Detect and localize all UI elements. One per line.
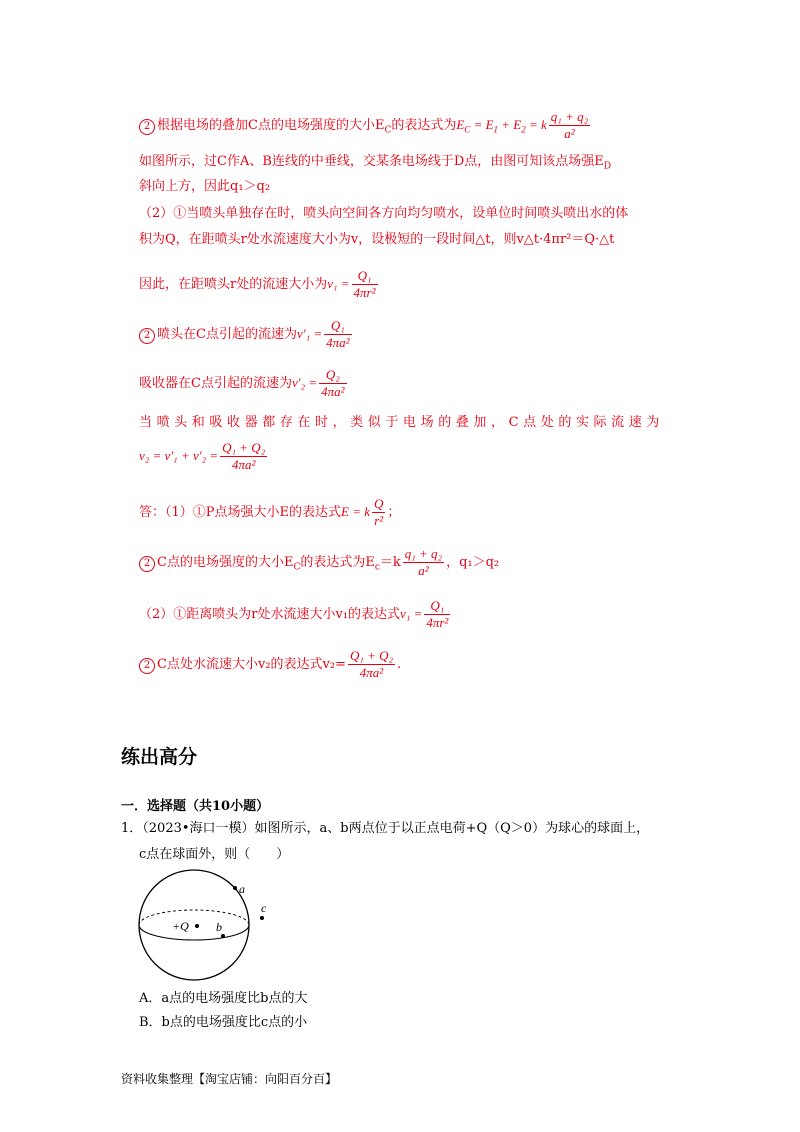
fraction: $\frac{\text{Q₂}}{\text{4πa²}}$ [321, 367, 345, 399]
option-a: A．a点的电场强度比b点的大 [139, 991, 308, 1006]
label-b: b [216, 920, 222, 934]
fraction: $\frac{\text{q₁ + q₂}}{\text{a²}}$ [404, 546, 443, 578]
solution-line-1: 2 根据电场的叠加C点的电场强度的大小$E_C$的表达式为$E_C = E_1 + E_2 = k$ $\frac{\text{q₁ + q₂}}{\text{a²}}$ [139, 109, 592, 142]
option-b: B．b点的电场强度比c点的小 [139, 1015, 308, 1030]
solution-line-8: 吸收器在C点引起的流速为v′₂ = $\frac{\text{Q₂}}{\text{4πa²}}$ [139, 367, 345, 399]
circled-number: 2 [139, 556, 155, 572]
sub-title: 一．选择题（共10小题） [121, 799, 270, 814]
solution-line-5: 积为Q，在距喷头r处水流速度大小为v，设极短的一段时间△t，则v△t·4πr²＝Q·△t [139, 232, 615, 247]
circled-number: 2 [139, 119, 155, 135]
section-title: 练出高分 [121, 746, 198, 768]
solution-line-2: 如图所示，过C作A、B连线的中垂线，交某条电场线于D点，由图可知该点场强$E_D$ [139, 154, 612, 172]
fraction: $\frac{\text{Q₁}}{\text{4πa²}}$ [326, 318, 350, 350]
fraction: $\frac{Q}{\text{r²}}$ [374, 496, 384, 528]
question-1-stem: 1．（2023•海口一模）如图所示，a、b两点位于以正点电荷+Q（Q＞0）为球心的球面上， [121, 821, 650, 836]
fraction: $\frac{\text{Q₁ + Q₂}}{\text{4πa²}}$ [222, 440, 266, 472]
answer-line-4: 2 C点处水流速大小v₂的表达式v₂= $\frac{\text{Q₁ + Q₂}}{\text{4πa²}}$ . [139, 648, 401, 681]
solution-line-6: 因此，在距喷头r处的流速大小为v₁ = $\frac{\text{Q₁}}{\text{4πr²}}$ [139, 268, 376, 300]
footer: 资料收集整理【淘宝店铺：向阳百分百】 [121, 1072, 338, 1086]
sphere-figure [132, 868, 282, 983]
fraction: $\frac{\text{Q₁}}{\text{4πr²}}$ [353, 268, 376, 300]
fraction: $\frac{\text{q₁ + q₂}}{\text{a²}}$ [550, 109, 589, 141]
solution-line-9: 当喷头和吸收器都存在时，类似于电场的叠加，C点处的实际流速为 [139, 415, 664, 430]
circled-number: 2 [139, 658, 155, 674]
solution-line-7: 2 喷头在C点引起的流速为v′₁ = $\frac{\text{Q₁}}{\text{4πa²}}$ [139, 318, 354, 351]
circled-number: 2 [139, 328, 155, 344]
fraction: $\frac{\text{Q₁}}{\text{4πr²}}$ [426, 598, 449, 630]
solution-line-3: 斜向上方，因此q₁＞q₂ [139, 179, 271, 194]
question-1-stem-2: c点在球面外，则（ ） [139, 847, 290, 862]
answer-line-3: （2）①距离喷头为r处水流速大小v₁的表达式v₁ = $\frac{\text{Q₁}}{\text{4πr²}}$ [139, 598, 449, 630]
solution-line-10: v₂ = v′₁ + v′₂ = $\frac{\text{Q₁ + Q₂}}{\text{4πa²}}$ [139, 440, 266, 472]
label-c: c [261, 901, 267, 915]
label-a: a [239, 882, 245, 896]
solution-line-4: （2）①当喷头单独存在时，喷头向空间各方向均匀喷水，设单位时间喷头喷出水的体 [139, 206, 629, 221]
answer-line-1: 答：（1）①P点场强大小E的表达式E = k $\frac{Q}{\text{r²}}$ ； [139, 496, 401, 528]
label-q: +Q [172, 919, 189, 933]
fraction: $\frac{\text{Q₁ + Q₂}}{\text{4πa²}}$ [349, 648, 394, 680]
answer-line-2: 2 C点的电场强度的大小$E_C$的表达式为$E_c=k$ $\frac{\text{q₁ + q₂}}{\text{a²}}$ ，q₁＞q₂ [139, 546, 499, 579]
